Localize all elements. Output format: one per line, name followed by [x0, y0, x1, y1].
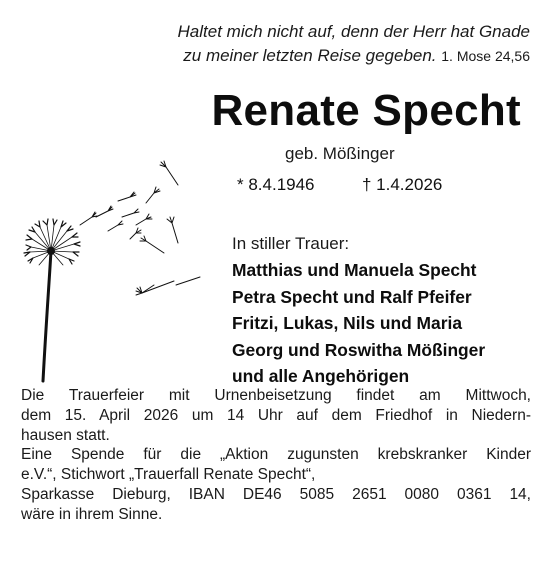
birth-date: * 8.4.1946: [237, 175, 315, 194]
quote-line-2: [178, 44, 530, 68]
deceased-name: Renate Specht: [211, 86, 521, 135]
funeral-details-line: Die Trauerfeier mit Urnenbeisetzung findet am Mittwoch,: [21, 387, 531, 404]
quote-reference: 1. Mose 24,56: [441, 48, 530, 64]
mourner-line: Fritzi, Lukas, Nils und Maria: [232, 313, 462, 333]
birth-name: geb. Mößinger: [285, 144, 395, 163]
quote-line-2-text: zu meiner letzten Reise gegeben.: [183, 46, 437, 65]
death-date: † 1.4.2026: [362, 175, 443, 194]
mourner-line: Matthias und Manuela Specht: [232, 260, 477, 280]
donation-line: wäre in ihrem Sinne.: [21, 505, 163, 523]
donation-line: Eine Spende für die „Aktion zugunsten krebskranker Kinder: [21, 446, 531, 464]
mourner-line: Georg und Roswitha Mößinger: [232, 339, 486, 360]
dandelion-icon: [18, 155, 218, 395]
mourner-line: Petra Specht und Ralf Pfeifer: [232, 286, 472, 307]
funeral-details-line: hausen statt.: [21, 426, 110, 444]
bank-details-line: Sparkasse Dieburg, IBAN DE46 5085 2651 0080 0361 14,: [21, 485, 531, 503]
funeral-details-line: dem 15. April 2026 um 14 Uhr auf dem Friedhof in Niedern-: [21, 406, 531, 424]
bible-quote: [178, 20, 530, 68]
quote-line-1: Haltet mich nicht auf, denn der Herr hat Gnade: [177, 22, 530, 41]
funeral-details: [21, 386, 531, 525]
donation-line: e.V.“, Stichwort „Trauerfall Renate Specht“,: [21, 466, 316, 484]
mourners-block: [232, 231, 485, 390]
mourner-line: und alle Angehörigen: [232, 366, 410, 386]
mourning-intro: In stiller Trauer:: [232, 234, 350, 253]
